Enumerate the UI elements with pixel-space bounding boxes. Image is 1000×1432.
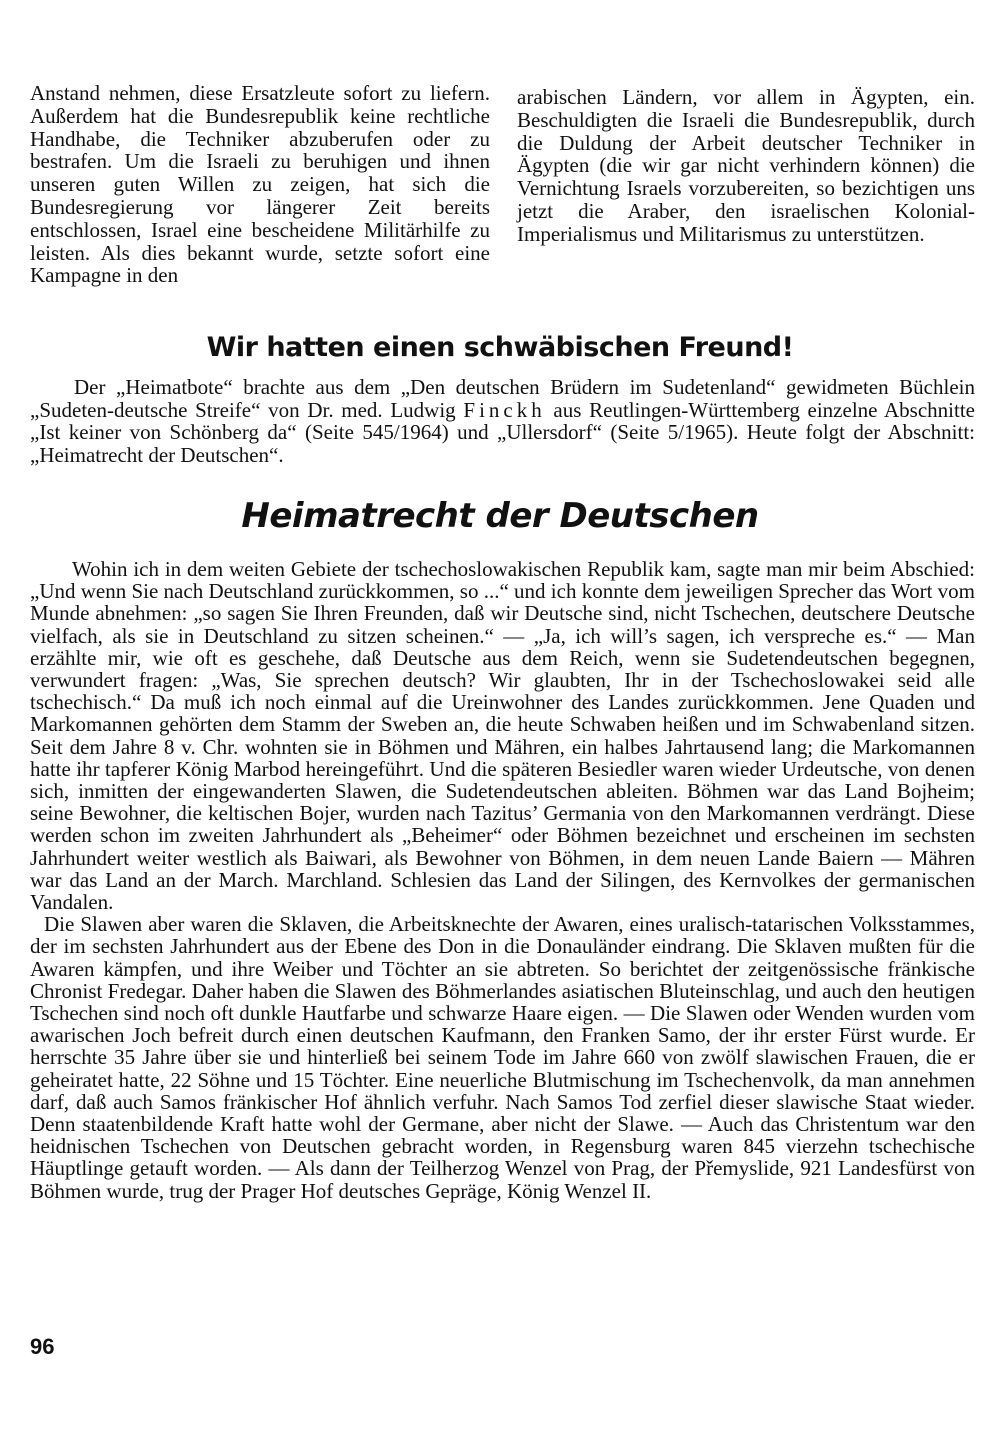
right-column-text: arabischen Ländern, vor allem in Ägypten, ein. Beschuldigten die Israeli die Bundesrepublik, durch die Duldung der Arbeit deutscher Techniker in Ägypten (die wir gar nicht verhindern können) die Vernichtung Israels vorzubereiten, so bezichtigen uns jetzt die Araber, den israelischen Kolonial-Imperialismus und Militarismus zu unterstützen. [517, 85, 975, 246]
left-column-text: Anstand nehmen, diese Ersatzleute sofort zu liefern. Außerdem hat die Bundesrepublik keine rechtliche Handhabe, die Techniker abzuberufen oder zu bestrafen. Um die Israeli zu beruhigen und ihnen unseren guten Willen zu zeigen, hat sich die Bundesregierung vor längerer Zeit bereits entschlossen, Israel eine bescheidene Militärhilfe zu leisten. Als dies bekannt wurde, setzte sofort eine Kampagne in den [30, 81, 490, 288]
top-two-column-block [30, 82, 975, 287]
right-column [517, 82, 975, 287]
intro-text-after-author: aus Reutlingen-Württemberg einzelne Abschnitte „Ist keiner von Schönberg da“ (Seite 545/1964) und „Ullersdorf“ (Seite 5/1965). Heute folgt der Abschnitt: „Heimatrecht der Deutschen“. [30, 397, 975, 467]
section-title-heimatrecht: Heimatrecht der Deutschen [241, 496, 759, 536]
article-paragraph-1: Wohin ich in dem weiten Gebiete der tschechoslowakischen Republik kam, sagte man mir beim Abschied: „Und wenn Sie nach Deutschland zurückkommen, so ...“ und ich konnte dem jeweiligen Sprecher das Wort vom Munde abnehmen: „so sagen Sie Ihren Freunden, daß wir Deutsche sind, nicht Tschechen, deutschere Deutsche vielfach, als sie in Deutschland zu sitzen scheinen.“ — „Ja, ich will’s sagen, ich verspreche es.“ — Man erzählte mir, wie oft es geschehe, daß Deutsche aus dem Reich, wenn sie Sudetendeutschen begegnen, verwundert fragen: „Was, Sie sprechen deutsch? Wir glaubten, Ihr in der Tschechoslowakei seid alle tschechisch.“ Da muß ich noch einmal auf die Ureinwohner des Landes zurückkommen. Jene Quaden und Markomannen gehörten dem Stamm der Sweben an, die heute Schwaben heißen und im Schwabenland sitzen. Seit dem Jahre 8 v. Chr. wohnten sie in Böhmen und Mähren, ein halbes Jahrtausend lang; die Markomannen hatte ihr tapferer König Marbod hereingeführt. Und die späteren Besiedler waren wieder Urdeutsche, von denen sich, inmitten der eingewanderten Slawen, die Sudetendeutschen ableiten. Böhmen war das Land Bojheim; seine Bewohner, die keltischen Bojer, wurden nach Tazitus’ Germania von den Markomannen verdrängt. Diese werden schon im zweiten Jahrhundert als „Beheimer“ oder Böhmen bezeichnet und erscheinen im sechsten Jahrhundert weiter westlich als Baiwari, als Bewohner von Böhmen, in dem neuen Lande Baiern — Mähren war das Land an der March. Marchland. Schlesien das Land der Silingen, des Kernvolkes der germanischen Vandalen. [30, 557, 976, 915]
intro-text-before-author: Der „Heimatbote“ brachte aus dem „Den deutschen Brüdern im Sudetenland“ gewidmeten Büchlein „Sudeten-deutsche Streife“ von Dr. med. Ludwig [30, 375, 975, 422]
left-column [30, 82, 490, 287]
page-number: 96 [30, 1334, 55, 1359]
intro-author-name: Finckh [463, 397, 546, 422]
article-paragraph-2: Die Slawen aber waren die Sklaven, die Arbeitsknechte der Awaren, eines uralisch-tatarischen Volksstammes, der im sechsten Jahrhundert aus der Ebene des Don in die Donauländer eindrang. Die Sklaven mußten für die Awaren kämpfen, und ihre Weiber und Töchter an sie abtreten. So berichtet der zeitgenössische fränkische Chronist Fredegar. Daher haben die Slawen des Böhmerlandes asiatischen Bluteinschlag, und auch den heutigen Tschechen sind noch oft dunkle Hautfarbe und schwarze Haare eigen. — Die Slawen oder Wenden wurden vom awarischen Joch befreit durch einen deutschen Kaufmann, den Franken Samo, der ihr erster Fürst wurde. Er herrschte 35 Jahre über sie und hinterließ bei seinem Tode im Jahre 660 von zwölf slawischen Frauen, die er geheiratet hatte, 22 Söhne und 15 Töchter. Eine neuerliche Blutmischung im Tschechenvolk, da man annehmen darf, daß auch Samos fränkischer Hof ähnlich verfuhr. Nach Samos Tod zerfiel dieser slawische Staat wieder. Denn staatenbildende Kraft hatte wohl der Germane, aber nicht der Slawe. — Auch das Christentum war den heidnischen Tschechen von Deutschen gebracht worden, in Regensburg waren 845 vierzehn tschechische Häuptlinge getauft worden. — Als dann der Teilherzog Wenzel von Prag, der Přemyslide, 921 Landesfürst von Böhmen wurde, trug der Prager Hof deutsches Gepräge, König Wenzel II. [30, 912, 975, 1203]
main-article-body [30, 558, 975, 1202]
section-intro-paragraph [30, 376, 975, 466]
section-title-schwaebischer-freund: Wir hatten einen schwäbischen Freund! [206, 332, 794, 363]
